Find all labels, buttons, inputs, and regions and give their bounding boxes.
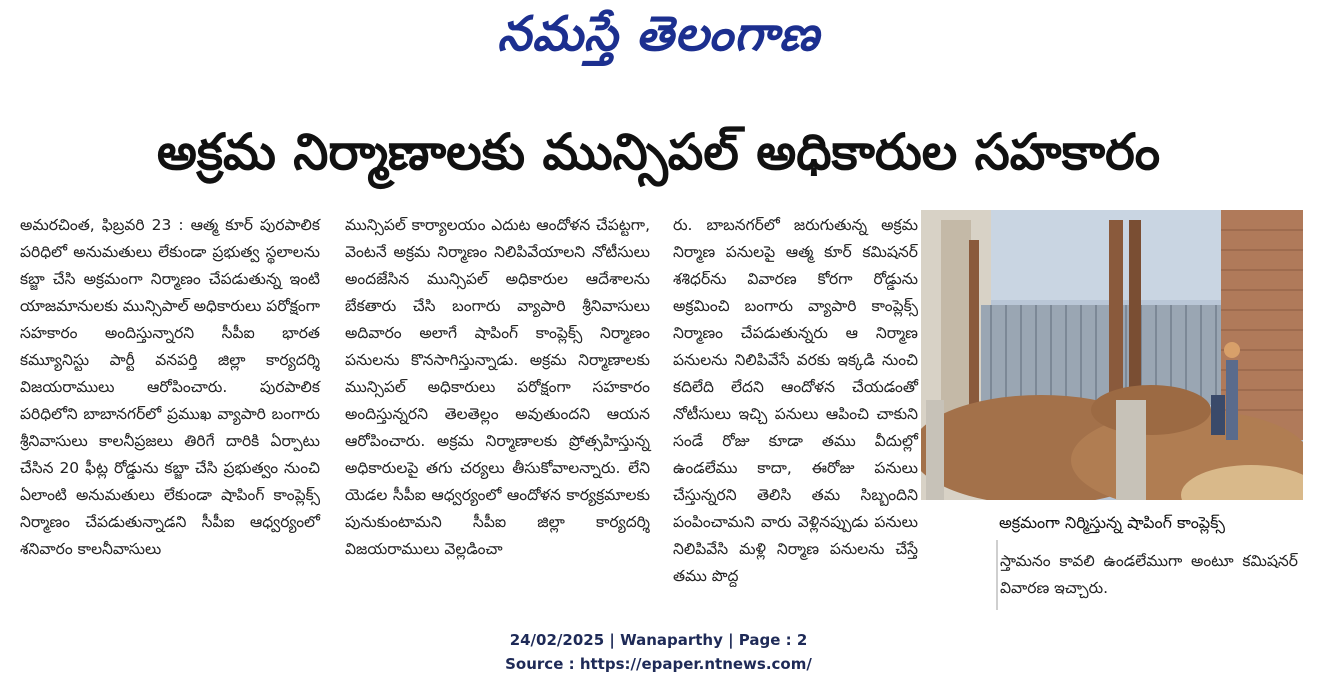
masthead-title: నమస్తే తెలంగాణ — [497, 6, 820, 62]
column-2-text: మున్సిపల్ కార్యాలయం ఎదుట ఆందోళన చేపట్టగా, వెంటనే అక్రమ నిర్మాణం నిలిపివేయాలని నోటీసులు అందజేసిన మున్సిపల్ అధికారుల ఆదేశాలను బేకతారు చేసి బంగారు వ్యాపారి శ్రీనివాసులు అదివారం అలాగే షాపింగ్ కాంప్లెక్స్ నిర్మాణం పనులను కొనసాగిస్తున్నాడు. అక్రమ నిర్మాణాలకు మున్సిపల్ అధికారులు పరోక్షంగా సహకారం అందిస్తున్నరని తెలతెల్లం అవుతుందని ఆయన ఆరోపించారు. అక్రమ నిర్మాణాలకు ప్రోత్సహిస్తున్న అధికారులపై తగు చర్యలు తీసుకోవాలన్నారు. లేని యెడల సీపీఐ ఆధ్వర్యంలో ఆందోళన కార్యక్రమాలకు పునుకుంటామని సీపీఐ జిల్లా కార్యదర్శి విజయరాములు వెల్లడించా — [345, 216, 650, 558]
article-headline: అక్రమ నిర్మాణాలకు మున్సిపల్ అధికారుల సహకారం — [156, 123, 1161, 181]
page-footer — [0, 628, 1317, 676]
article-column-4 — [1000, 548, 1298, 602]
column-3-text: రు. బాబనగర్‌లో జరుగుతున్న అక్రమ నిర్మాణ పనులపై ఆత్మ కూర్ కమిషనర్ శశిధర్‌ను వివారణ కోరగా రోడ్డును అక్రమించి బంగారు వ్యాపారి కాంప్లెక్స్ నిర్మాణం చేపడుతున్నరు ఆ నిర్మాణ పనులను నిలిపివేసే వరకు ఇక్కడి నుంచి కదిలేది లేదని ఆందోళన చేయడంతో నోటీసులు ఇచ్చి పనులు ఆపించి చాకుని సండే రోజు కూడా తము వీదుల్లో ఉండలేము కాదా, ఈరోజు పనులు చేస్తున్నరని తెలిసి తమ సిబ్బందిని పంపించామని వారు వెళ్లినప్పుడు పనులు నిలిపివేసి మళ్లి నిర్మాణ పనులను చేస్తే తము పొద్ద — [673, 216, 918, 585]
column-4-text: స్తామనం కావలి ఉండలేముగా అంటూ కమిషనర్ వివారణ ఇచ్చారు. — [1000, 552, 1298, 597]
article-column-2 — [345, 212, 650, 563]
article-column-3 — [673, 212, 918, 590]
article-column-1 — [20, 212, 320, 563]
photo-caption: అక్రమంగా నిర్మిస్తున్న షాపింగ్ కాంప్లెక్స్ — [998, 513, 1226, 532]
footer-source-line: Source : https://epaper.ntnews.com/ — [505, 655, 812, 673]
construction-site-photo — [921, 210, 1303, 500]
construction-photo-illustration — [921, 210, 1303, 500]
column-1-text: అమరచింత, ఫిబ్రవరి 23 : ఆత్మ కూర్ పురపాలిక పరిధిలో అనుమతులు లేకుండా ప్రభుత్వ స్థలాలను కబ్జా చేసి అక్రమంగా నిర్మాణం చేపడుతున్న ఇంటి యాజమానులకు మున్సిపాల్ అధికారులు పరోక్షంగా సహకారం అందిస్తున్నారని సీపీఐ భారత కమ్యూనిస్టు పార్టీ వనపర్తి జిల్లా కార్యదర్శి విజయరాములు ఆరోపించారు. పురపాలిక పరిధిలోని బాబానగర్‌లో ప్రముఖ వ్యాపారి బంగారు శ్రీనివాసులు కాలనీప్రజలు తిరిగే దారికి ఏర్పాటు చేసిన 20 ఫీట్ల రోడ్డును కబ్జా చేసి ప్రభుత్వం నుంచి ఏలాంటి అనుమతులు లేకుండా షాపింగ్ కాంప్లెక్స్ నిర్మాణం చేపడుతున్నాడని సీపీఐ ఆధ్వర్యంలో శనివారం కాలనీవాసులు — [20, 216, 320, 558]
column-divider — [996, 540, 998, 610]
footer-date-line: 24/02/2025 | Wanaparthy | Page : 2 — [509, 631, 808, 649]
newspaper-masthead — [0, 0, 1317, 80]
